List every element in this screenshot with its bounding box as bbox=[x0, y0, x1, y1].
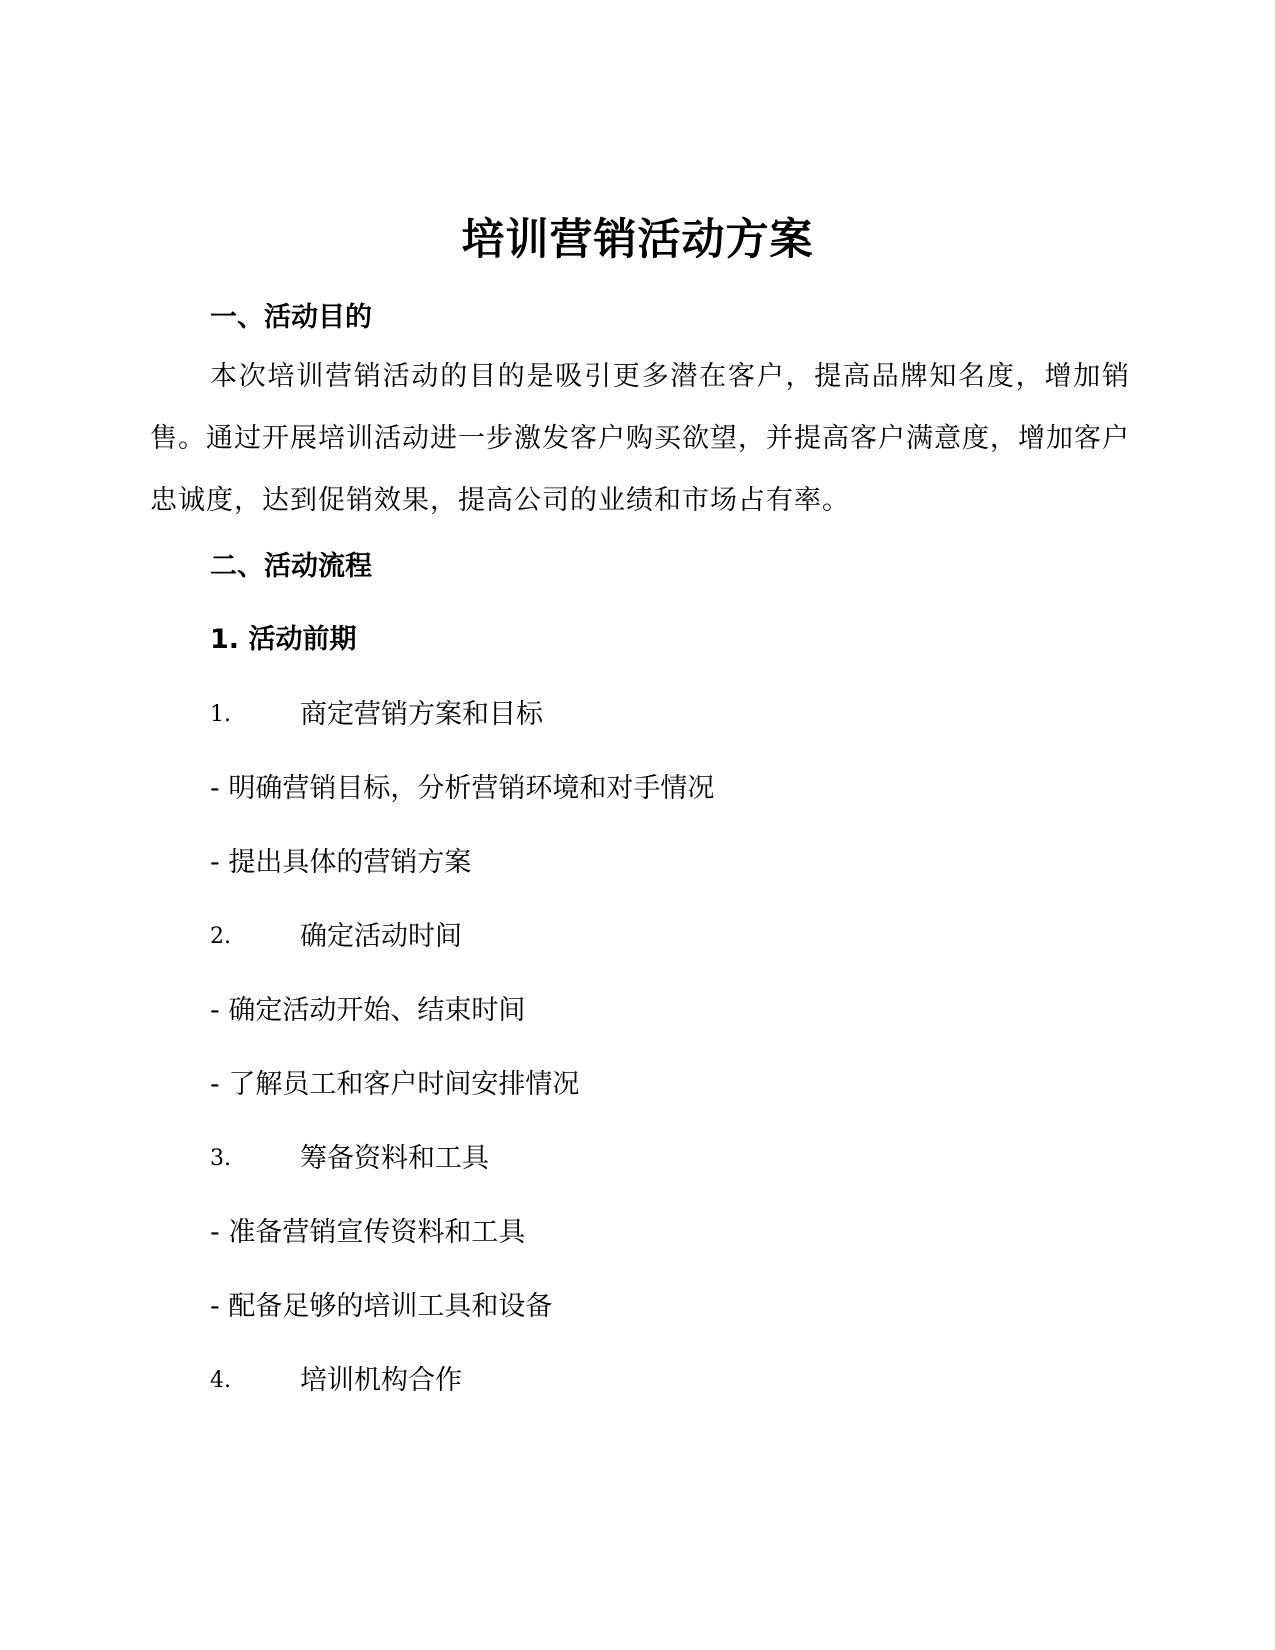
list-item-title: 培训机构合作 bbox=[300, 1365, 462, 1396]
list-item-number: 2. bbox=[210, 924, 231, 949]
list-item-detail: - 确定活动开始、结束时间 bbox=[210, 995, 526, 1026]
list-item-detail: - 明确营销目标，分析营销环境和对手情况 bbox=[210, 773, 715, 804]
list-item-detail: - 提出具体的营销方案 bbox=[210, 847, 472, 878]
list-item-number: 3. bbox=[210, 1146, 231, 1171]
document-title: 培训营销活动方案 bbox=[461, 215, 814, 265]
section-heading-process: 二、活动流程 bbox=[210, 551, 372, 582]
list-item-title: 商定营销方案和目标 bbox=[300, 699, 543, 730]
list-item-title: 确定活动时间 bbox=[300, 921, 462, 952]
list-item-number: 4. bbox=[210, 1368, 231, 1393]
section-heading-purpose: 一、活动目的 bbox=[210, 302, 372, 333]
list-item-title: 筹备资料和工具 bbox=[300, 1143, 489, 1174]
list-item-number: 1. bbox=[210, 702, 231, 727]
list-item-detail: - 了解员工和客户时间安排情况 bbox=[210, 1069, 580, 1100]
list-item-detail: - 准备营销宣传资料和工具 bbox=[210, 1217, 526, 1248]
list-item-detail: - 配备足够的培训工具和设备 bbox=[210, 1291, 553, 1322]
purpose-paragraph: 本次培训营销活动的目的是吸引更多潜在客户，提高品牌知名度，增加销售。通过开展培训活动进一步激发客户购买欲望，并提高客户满意度，增加客户忠诚度，达到促销效果，提高公司的业绩和市场占有率。 bbox=[150, 361, 1130, 516]
subheading-pre-activity: 1. 活动前期 bbox=[210, 624, 357, 655]
